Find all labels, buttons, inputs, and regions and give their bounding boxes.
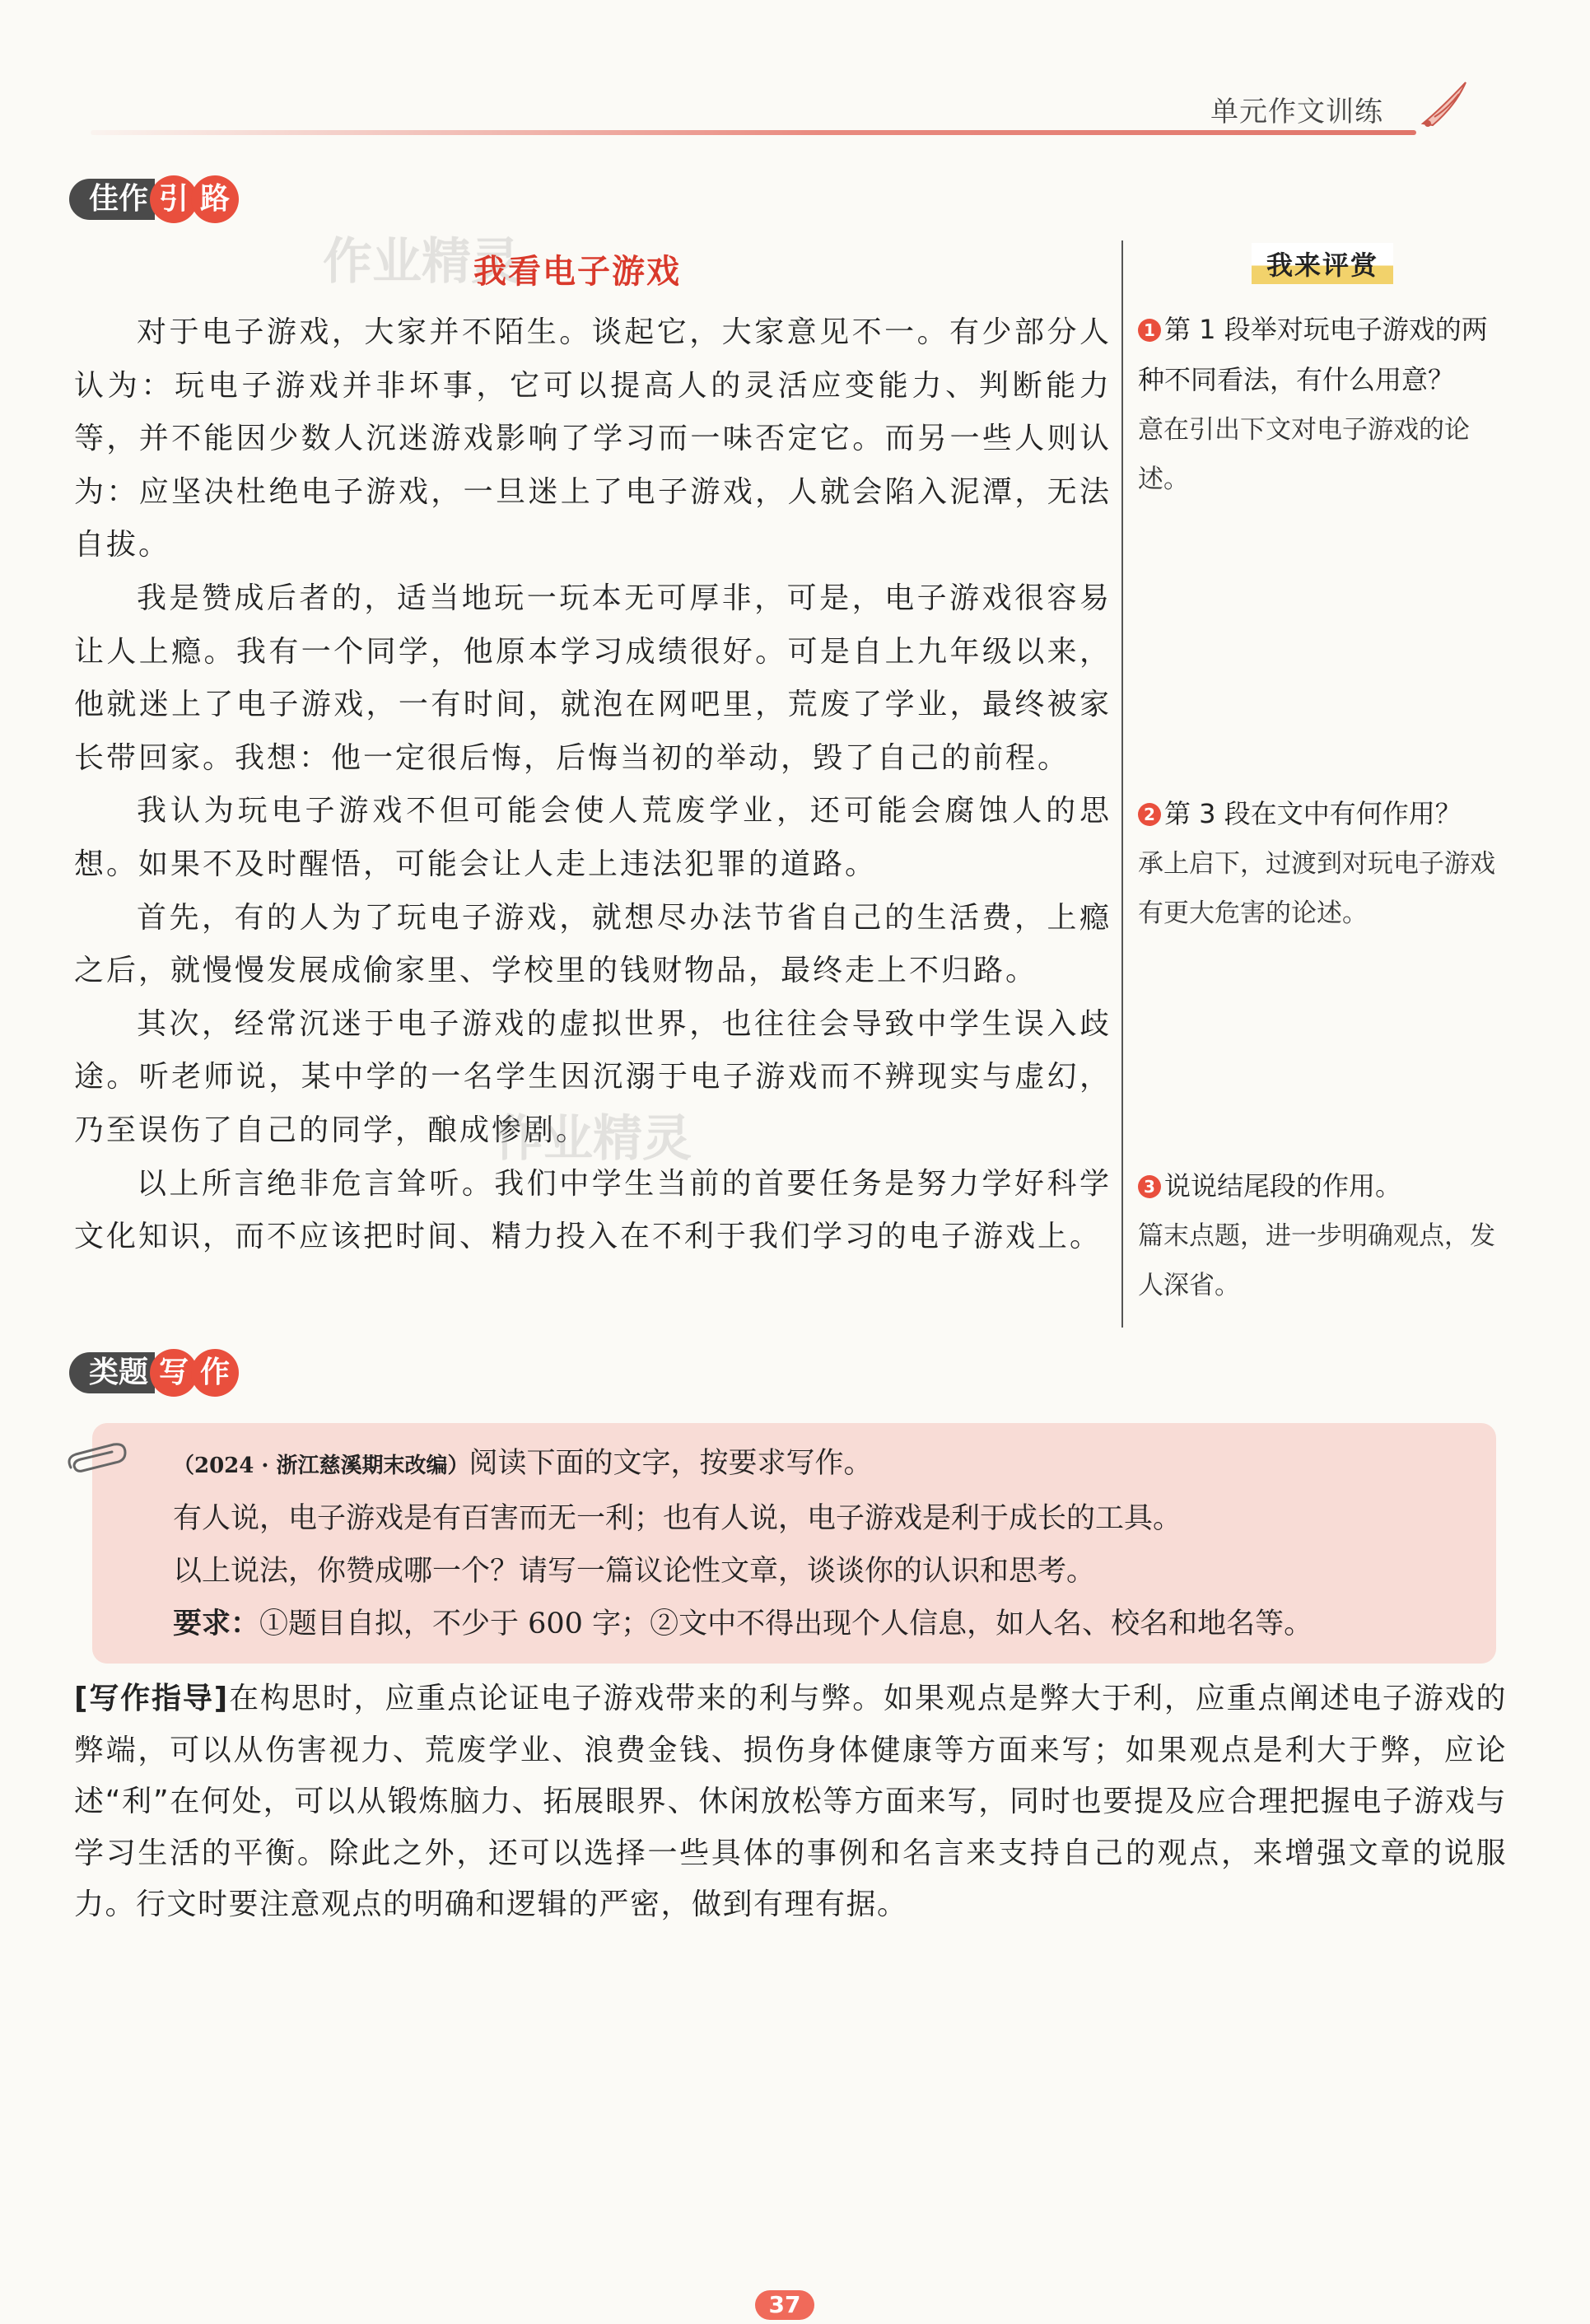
watermark: 作业精灵 (494, 1110, 692, 1168)
task-instruction: 阅读下面的文字，按要求写作。 (469, 1447, 873, 1480)
page-number: 37 (755, 2290, 814, 2320)
essay-paragraph: 以上所言绝非危言耸听。我们中学生当前的首要任务是努力学好科学文化知识，而不应该把时间、精力投入在不利于我们学习的电子游戏上。 (74, 1166, 1112, 1254)
comment-answer: 篇末点题，进一步明确观点，发人深省。 (1138, 1221, 1495, 1300)
section-tag-label: 佳作 (69, 179, 155, 220)
task-requirement: ①题目自拟，不少于 600 字；②文中不得出现个人信息，如人名、校名和地名等。 (259, 1608, 1313, 1640)
header-title: 单元作文训练 (1210, 96, 1383, 128)
task-source: （2024 · 浙江慈溪期末改编） (173, 1454, 469, 1478)
section-tag-circle: 引 (150, 175, 198, 223)
essay-title: 我看电子游戏 (473, 253, 681, 291)
comment-answer: 意在引出下文对电子游戏的论述。 (1138, 415, 1470, 494)
essay-paragraph: 首先，有的人为了玩电子游戏，就想尽办法节省自己的生活费，上瘾之后，就慢慢发展成偷家里、学校里的钱财物品，最终走上不归路。 (74, 900, 1112, 988)
essay-paragraph: 其次，经常沉迷于电子游戏的虚拟世界，也往往会导致中学生误入歧途。听老师说，某中学的一名学生因沉溺于电子游戏而不辨现实与虚幻，乃至误伤了自己的同学，酿成惨剧。 (74, 1006, 1112, 1147)
number-badge: 3 (1138, 1175, 1161, 1198)
comment-title: 我来评赏 (1252, 243, 1393, 284)
section-tag-jiazuo (69, 175, 239, 223)
essay-paragraph: 我认为玩电子游戏不但可能会使人荒废学业，还可能会腐蚀人的思想。如果不及时醒悟，可能会让人走上违法犯罪的道路。 (74, 794, 1112, 881)
comment-1 (1138, 305, 1508, 504)
guidance-label: [写作指导] (74, 1682, 229, 1715)
paperclip-icon (64, 1441, 130, 1482)
section-tag-circle: 路 (191, 175, 239, 223)
section-tag-circle: 作 (191, 1349, 239, 1397)
comment-question: 第 1 段举对玩电子游戏的两种不同看法，有什么用意？ (1138, 314, 1488, 395)
task-prompt-2: 以上说法，你赞成哪一个？请写一篇议论性文章，谈谈你的认识和思考。 (173, 1555, 1096, 1588)
section-tag-leiti (69, 1349, 239, 1397)
essay-paragraph: 对于电子游戏，大家并不陌生。谈起它，大家意见不一。有少部分人认为：玩电子游戏并非坏事，它可以提高人的灵活应变能力、判断能力等，并不能因少数人沉迷游戏影响了学习而一味否定它。而另一些人则认为：应坚决杜绝电子游戏，一旦迷上了电子游戏，人就会陷入泥潭，无法自拔。 (74, 315, 1112, 562)
task-requirement-label: 要求： (173, 1608, 260, 1640)
task-prompt-1: 有人说，电子游戏是有百害而无一利；也有人说，电子游戏是利于成长的工具。 (173, 1502, 1182, 1535)
comment-2 (1138, 789, 1508, 938)
comment-3 (1138, 1161, 1508, 1310)
comment-question: 说说结尾段的作用。 (1164, 1170, 1402, 1202)
header-rule (91, 130, 1416, 135)
essay-paragraph: 我是赞成后者的，适当地玩一玩本无可厚非，可是，电子游戏很容易让人上瘾。我有一个同学，他原本学习成绩很好。可是自上九年级以来，他就迷上了电子游戏，一有时间，就泡在网吧里，荒废了学业，最终被家长带回家。我想：他一定很后悔，后悔当初的举动，毁了自己的前程。 (74, 581, 1112, 775)
comment-question: 第 3 段在文中有何作用？ (1164, 798, 1462, 829)
number-badge: 1 (1138, 319, 1161, 342)
bird-pen-icon (1416, 76, 1474, 133)
watermark: 作业精灵 (323, 233, 520, 291)
number-badge: 2 (1138, 803, 1161, 826)
section-tag-circle: 写 (150, 1349, 198, 1397)
writing-task (173, 1437, 1474, 1650)
guidance-text: 在构思时，应重点论证电子游戏带来的利与弊。如果观点是弊大于利，应重点阐述电子游戏的弊端，可以从伤害视力、荒废学业、浪费金钱、损伤身体健康等方面来写；如果观点是利大于弊，应论述“利”在何处，可以从锻炼脑力、拓展眼界、休闲放松等方面来写，同时也要提及应合理把握电子游戏与学习生活的平衡。除此之外，还可以选择一些具体的事例和名言来支持自己的观点，来增强文章的说服力。行文时要注意观点的明确和逻辑的严密，做到有理有据。 (74, 1682, 1507, 1921)
section-tag-label: 类题 (69, 1352, 155, 1393)
writing-guidance (74, 1673, 1507, 1931)
column-divider (1121, 240, 1123, 1328)
comment-answer: 承上启下，过渡到对玩电子游戏有更大危害的论述。 (1138, 849, 1495, 928)
